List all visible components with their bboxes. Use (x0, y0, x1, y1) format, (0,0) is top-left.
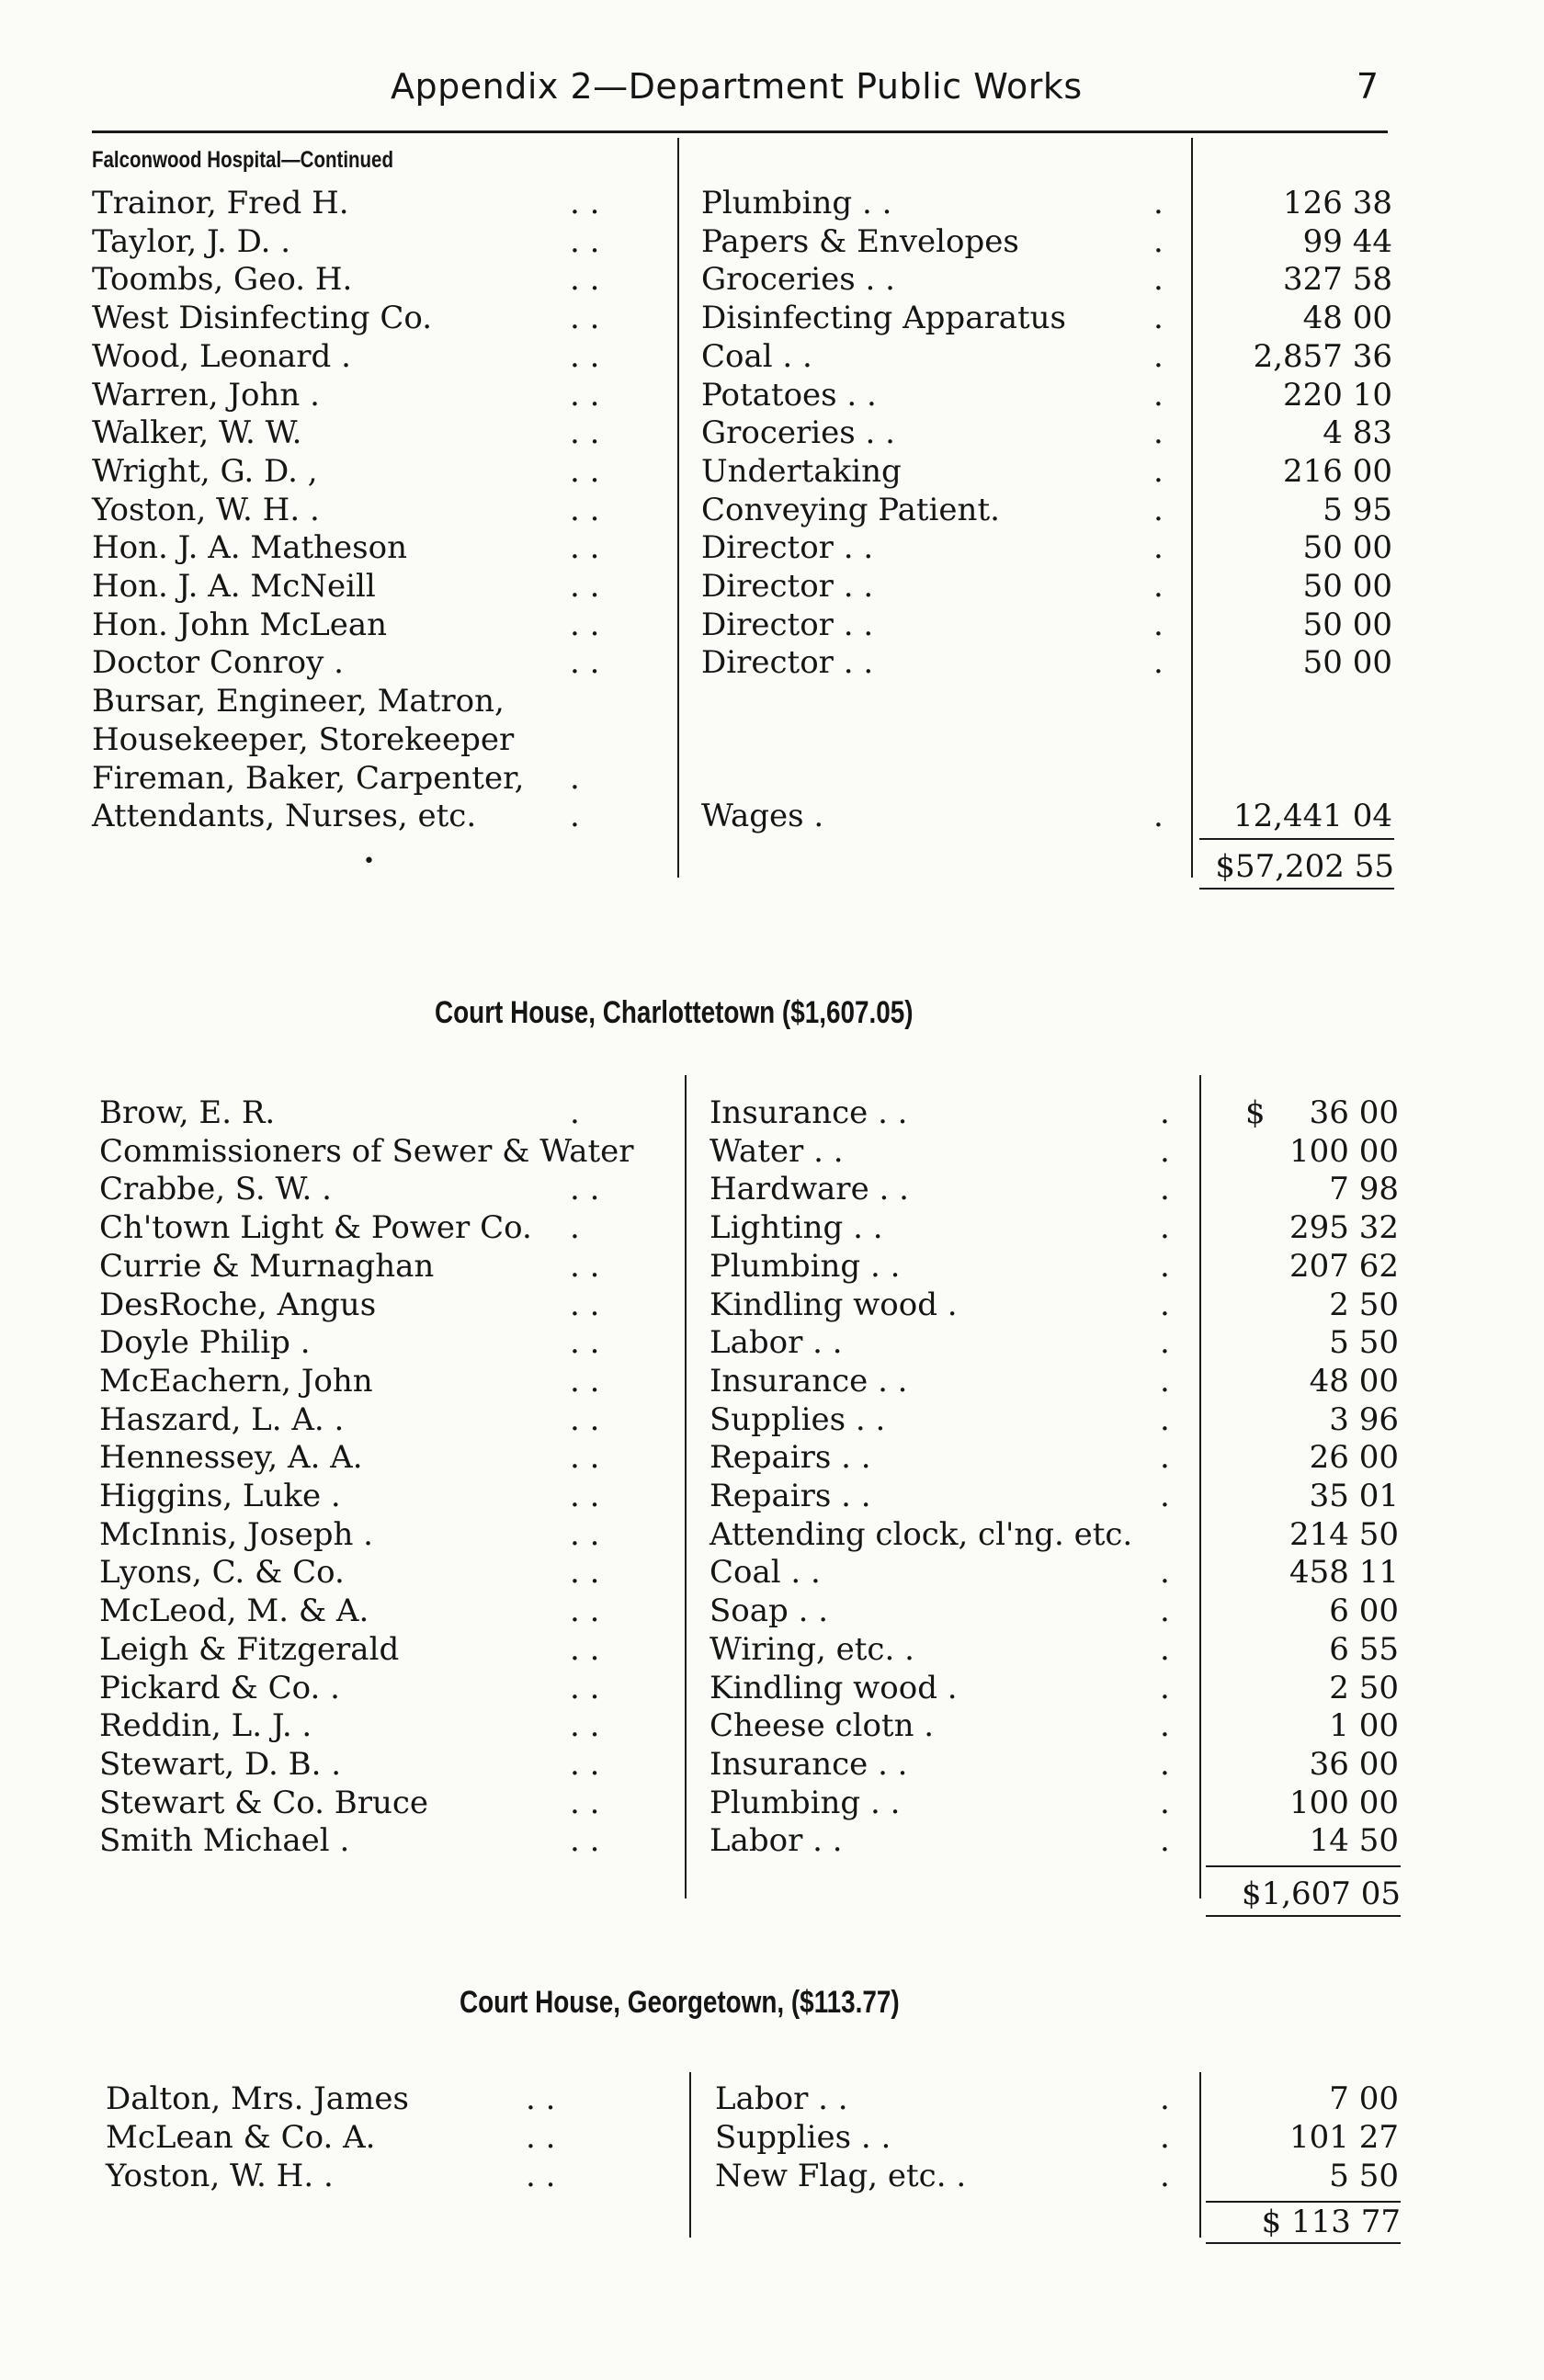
amount-value: 50 00 (1302, 529, 1392, 567)
page-header (92, 66, 1388, 133)
table-row (0, 1132, 1544, 1171)
expense-item: Potatoes . . (701, 376, 877, 414)
expense-item: Kindling wood . (710, 1669, 958, 1706)
amount-value: 2 50 (1329, 1669, 1399, 1706)
expense-item: Soap . . (710, 1592, 829, 1630)
total-rule (1206, 1865, 1401, 1867)
leader-dots: . (1160, 1171, 1170, 1208)
table-row (0, 759, 1544, 798)
section-heading: Court House, Georgetown, ($113.77) (460, 1985, 900, 2020)
expense-item: Kindling wood . (710, 1286, 958, 1323)
leader-dots: . (1160, 1822, 1170, 1860)
expense-item: Plumbing . . (710, 1247, 901, 1285)
leader-dots: . . (570, 529, 600, 567)
section-total: $ 113 77 (1261, 2204, 1401, 2240)
table-row (0, 1362, 1544, 1400)
payee-name: Hon. J. A. Matheson (92, 529, 407, 567)
leader-dots: . . (570, 606, 600, 643)
expense-item: Wages . (701, 798, 824, 835)
expense-item: Undertaking (701, 452, 902, 490)
expense-item: Wiring, etc. . (710, 1630, 914, 1668)
section-total: $1,607 05 (1241, 1876, 1401, 1912)
leader-dots: . . (570, 1822, 600, 1860)
payee-name: Commissioners of Sewer & Water (99, 1132, 634, 1170)
table-row (0, 260, 1544, 299)
table-row (0, 337, 1544, 376)
leader-dots: . (1160, 1745, 1170, 1783)
leader-dots: . (1153, 798, 1164, 835)
amount-value: 48 00 (1309, 1362, 1399, 1400)
leader-dots: . (570, 1094, 580, 1131)
section-subtitle: Falconwood Hospital—Continued (92, 147, 393, 173)
expense-item: Supplies . . (710, 1400, 886, 1438)
amount-value: 14 50 (1309, 1822, 1399, 1860)
amount-value: 4 83 (1323, 414, 1392, 452)
leader-dots: . (1160, 2080, 1170, 2117)
amount-value: 220 10 (1283, 376, 1392, 414)
payee-name: Wood, Leonard . (92, 337, 351, 375)
expense-item: Hardware . . (710, 1171, 909, 1208)
expense-item: Plumbing . . (710, 1784, 901, 1821)
table-row (0, 528, 1544, 567)
expense-item: Supplies . . (715, 2119, 891, 2156)
payee-name: Doctor Conroy . (92, 644, 344, 682)
table-row (0, 2080, 1544, 2118)
leader-dots: . . (570, 300, 600, 337)
leader-dots: . . (570, 222, 600, 260)
expense-item: Groceries . . (701, 261, 895, 299)
leader-dots: . (1160, 1094, 1170, 1131)
table-row (0, 452, 1544, 491)
leader-dots: . (1160, 1209, 1170, 1247)
payee-name: Taylor, J. D. . (92, 222, 291, 260)
stray-dot-mark: • (363, 850, 375, 873)
expense-item: Coal . . (701, 337, 812, 375)
amount-value: 5 95 (1323, 491, 1392, 528)
expense-item: New Flag, etc. . (715, 2158, 967, 2194)
table-row (0, 299, 1544, 337)
payee-name: Reddin, L. J. . (99, 1707, 312, 1745)
leader-dots: . . (570, 376, 600, 414)
expense-item: Labor . . (710, 1324, 843, 1362)
leader-dots: . (1153, 376, 1164, 414)
payee-name: Crabbe, S. W. . (99, 1171, 332, 1208)
payee-name: McLean & Co. A. (106, 2119, 376, 2156)
payee-name: Fireman, Baker, Carpenter, (92, 759, 525, 797)
expense-item: Insurance . . (710, 1094, 908, 1131)
expense-item: Lighting . . (710, 1209, 883, 1247)
table-row (0, 1630, 1544, 1669)
leader-dots: . . (570, 644, 600, 682)
leader-dots: . (1160, 1324, 1170, 1362)
expense-item: Director . . (701, 606, 874, 643)
expense-item: Labor . . (710, 1822, 843, 1860)
leader-dots: . . (570, 1592, 600, 1630)
table-row (0, 1400, 1544, 1439)
leader-dots: . . (570, 1286, 600, 1323)
table-row (0, 1515, 1544, 1554)
table-row (0, 1592, 1544, 1630)
leader-dots: . . (570, 1554, 600, 1592)
leader-dots: . . (570, 337, 600, 375)
leader-dots: . (1160, 1554, 1170, 1592)
payee-name: DesRoche, Angus (99, 1286, 377, 1323)
payee-name: Haszard, L. A. . (99, 1400, 345, 1438)
table-row (0, 184, 1544, 222)
amount-value: 100 00 (1289, 1784, 1399, 1821)
leader-dots: . (1153, 644, 1164, 682)
leader-dots: . (1153, 337, 1164, 375)
payee-name: Ch'town Light & Power Co. (99, 1209, 532, 1247)
expense-item: Attending clock, cl'ng. etc. (710, 1515, 1133, 1553)
table-row (0, 376, 1544, 414)
leader-dots: . (1160, 1286, 1170, 1323)
leader-dots: . . (570, 1669, 600, 1706)
amount-value: 12,441 04 (1232, 798, 1392, 835)
payee-name: Hennessey, A. A. (99, 1439, 363, 1477)
leader-dots: . . (570, 1745, 600, 1783)
payee-name: Attendants, Nurses, etc. (92, 798, 477, 835)
payee-name: Hon. J. A. McNeill (92, 568, 376, 605)
amount-value: 7 00 (1329, 2080, 1399, 2117)
payee-name: Housekeeper, Storekeeper (92, 720, 515, 758)
table-row (0, 567, 1544, 606)
table-row (0, 1477, 1544, 1515)
leader-dots: . (1160, 2158, 1170, 2194)
leader-dots: . . (570, 1362, 600, 1400)
leader-dots: . (1160, 1400, 1170, 1438)
table-row (0, 1286, 1544, 1324)
expense-item: Disinfecting Apparatus (701, 300, 1066, 337)
leader-dots: . . (570, 1171, 600, 1208)
expense-item: Coal . . (710, 1554, 821, 1592)
leader-dots: . (1160, 1630, 1170, 1668)
leader-dots: . (1160, 1669, 1170, 1706)
expense-item: Groceries . . (701, 414, 895, 452)
leader-dots: . . (570, 414, 600, 452)
leader-dots: . . (526, 2158, 556, 2194)
amount-value: 327 58 (1283, 261, 1392, 299)
payee-name: Trainor, Fred H. (92, 185, 349, 221)
amount-value: 6 55 (1329, 1630, 1399, 1668)
leader-dots: . (1160, 1132, 1170, 1170)
expense-item: Repairs . . (710, 1478, 871, 1514)
amount-value: 3 96 (1329, 1400, 1399, 1438)
amount-value: 1 00 (1329, 1707, 1399, 1745)
payee-name: Hon. John McLean (92, 606, 388, 643)
payee-name: Toombs, Geo. H. (92, 261, 353, 299)
table-row (0, 1170, 1544, 1208)
leader-dots: . . (570, 1400, 600, 1438)
table-row (0, 606, 1544, 644)
table-row (0, 797, 1544, 835)
table-row (0, 1553, 1544, 1592)
expense-item: Director . . (701, 529, 874, 567)
payee-name: Doyle Philip . (99, 1324, 311, 1362)
payee-name: West Disinfecting Co. (92, 300, 433, 337)
section-heading: Court House, Charlottetown ($1,607.05) (435, 995, 914, 1030)
total-underline (1199, 888, 1394, 890)
table-row (0, 491, 1544, 529)
leader-dots: . . (570, 452, 600, 490)
payee-name: Stewart & Co. Bruce (99, 1784, 429, 1821)
leader-dots: . . (570, 1247, 600, 1285)
leader-dots: . (1153, 222, 1164, 260)
payee-name: Dalton, Mrs. James (106, 2080, 409, 2117)
table-row (0, 2118, 1544, 2157)
amount-value: 214 50 (1289, 1515, 1399, 1553)
payee-name: McEachern, John (99, 1362, 373, 1400)
amount-value: 101 27 (1289, 2119, 1399, 2156)
amount-value: 50 00 (1302, 568, 1392, 605)
amount-value: 99 44 (1302, 222, 1392, 260)
leader-dots: . (1153, 300, 1164, 337)
table-row (0, 2157, 1544, 2195)
payee-name: Wright, G. D. , (92, 452, 318, 490)
expense-item: Plumbing . . (701, 185, 892, 221)
payee-name: Lyons, C. & Co. (99, 1554, 345, 1592)
leader-dots: . (1153, 185, 1164, 221)
payee-name: Smith Michael . (99, 1822, 350, 1860)
amount-value: 2,857 36 (1253, 337, 1392, 375)
expense-item: Conveying Patient. (701, 491, 1000, 528)
expense-item: Cheese clotn . (710, 1707, 935, 1745)
table-row (0, 682, 1544, 720)
leader-dots: . (1153, 261, 1164, 299)
payee-name: Warren, John . (92, 376, 320, 414)
leader-dots: . . (570, 1707, 600, 1745)
table-row (0, 1669, 1544, 1707)
leader-dots: . . (570, 1324, 600, 1362)
payee-name: Yoston, W. H. . (92, 491, 320, 528)
payee-name: Stewart, D. B. . (99, 1745, 342, 1783)
amount-value: 50 00 (1302, 606, 1392, 643)
table-row (0, 1208, 1544, 1247)
leader-dots: . . (526, 2119, 556, 2156)
amount-value: 6 00 (1329, 1592, 1399, 1630)
table-row (0, 1247, 1544, 1286)
leader-dots: . (1153, 452, 1164, 490)
leader-dots: . . (570, 1478, 600, 1514)
payee-name: McInnis, Joseph . (99, 1515, 373, 1553)
expense-item: Water . . (710, 1132, 844, 1170)
leader-dots: . (1153, 606, 1164, 643)
table-row (0, 1706, 1544, 1745)
table-row (0, 414, 1544, 452)
payee-name: Leigh & Fitzgerald (99, 1630, 400, 1668)
section-total: $57,202 55 (1215, 848, 1394, 885)
leader-dots: . (1160, 1592, 1170, 1630)
payee-name: Bursar, Engineer, Matron, (92, 683, 505, 720)
amount-value: 216 00 (1283, 452, 1392, 490)
table-row (0, 1094, 1544, 1132)
leader-dots: . (1160, 1362, 1170, 1400)
table-row (0, 1323, 1544, 1362)
payee-name: Brow, E. R. (99, 1094, 276, 1131)
amount-value: 2 50 (1329, 1286, 1399, 1323)
leader-dots: . . (526, 2080, 556, 2117)
page-title: Appendix 2—Department Public Works (391, 66, 1083, 107)
expense-item: Papers & Envelopes (701, 222, 1019, 260)
payee-name: McLeod, M. & A. (99, 1592, 369, 1630)
leader-dots: . (1153, 414, 1164, 452)
leader-dots: . (1160, 1707, 1170, 1745)
expense-item: Director . . (701, 568, 874, 605)
leader-dots: . (1153, 568, 1164, 605)
table-row (0, 1784, 1544, 1822)
amount-value: 207 62 (1289, 1247, 1399, 1285)
leader-dots: . (1160, 1478, 1170, 1514)
leader-dots: . . (570, 1784, 600, 1821)
amount-value: 50 00 (1302, 644, 1392, 682)
leader-dots: . . (570, 491, 600, 528)
leader-dots: . (1153, 491, 1164, 528)
table-row (0, 1745, 1544, 1784)
amount-value: 26 00 (1309, 1439, 1399, 1477)
amount-value: 36 00 (1309, 1094, 1399, 1131)
leader-dots: . (570, 759, 580, 797)
expense-item: Insurance . . (710, 1745, 908, 1783)
amount-value: 35 01 (1309, 1478, 1399, 1514)
table-row (0, 222, 1544, 261)
leader-dots: . (1160, 1784, 1170, 1821)
payee-name: Currie & Murnaghan (99, 1247, 435, 1285)
expense-item: Labor . . (715, 2080, 848, 2117)
leader-dots: . . (570, 261, 600, 299)
amount-value: 126 38 (1283, 185, 1392, 221)
payee-name: Higgins, Luke . (99, 1478, 341, 1514)
amount-value: 295 32 (1289, 1209, 1399, 1247)
leader-dots: . . (570, 568, 600, 605)
total-rule (1199, 838, 1394, 840)
leader-dots: . . (570, 1630, 600, 1668)
leader-dots: . (570, 798, 580, 835)
amount-value: 48 00 (1302, 300, 1392, 337)
leader-dots: . (1153, 529, 1164, 567)
amount-value: 5 50 (1329, 1324, 1399, 1362)
payee-name: Pickard & Co. . (99, 1669, 340, 1706)
table-row (0, 643, 1544, 682)
table-row (0, 1821, 1544, 1860)
leader-dots: . (1160, 2119, 1170, 2156)
amount-value: 36 00 (1309, 1745, 1399, 1783)
expense-item: Repairs . . (710, 1439, 871, 1477)
amount-value: 100 00 (1289, 1132, 1399, 1170)
total-underline (1206, 1915, 1401, 1917)
amount-value: 5 50 (1329, 2158, 1399, 2194)
leader-dots: . (1160, 1439, 1170, 1477)
leader-dots: . (1160, 1247, 1170, 1285)
table-row (0, 720, 1544, 759)
page-number: 7 (1356, 66, 1379, 107)
amount-value: 7 98 (1329, 1171, 1399, 1208)
leader-dots: . . (570, 1439, 600, 1477)
leader-dots: . (570, 1209, 580, 1247)
expense-item: Director . . (701, 644, 874, 682)
dollar-sign: $ (1245, 1094, 1266, 1131)
amount-value: 458 11 (1289, 1554, 1399, 1592)
total-underline (1206, 2242, 1401, 2244)
payee-name: Yoston, W. H. . (106, 2158, 334, 2194)
leader-dots: . . (570, 1515, 600, 1553)
leader-dots: . . (570, 185, 600, 221)
expense-item: Insurance . . (710, 1362, 908, 1400)
table-row (0, 1438, 1544, 1477)
payee-name: Walker, W. W. (92, 414, 302, 452)
